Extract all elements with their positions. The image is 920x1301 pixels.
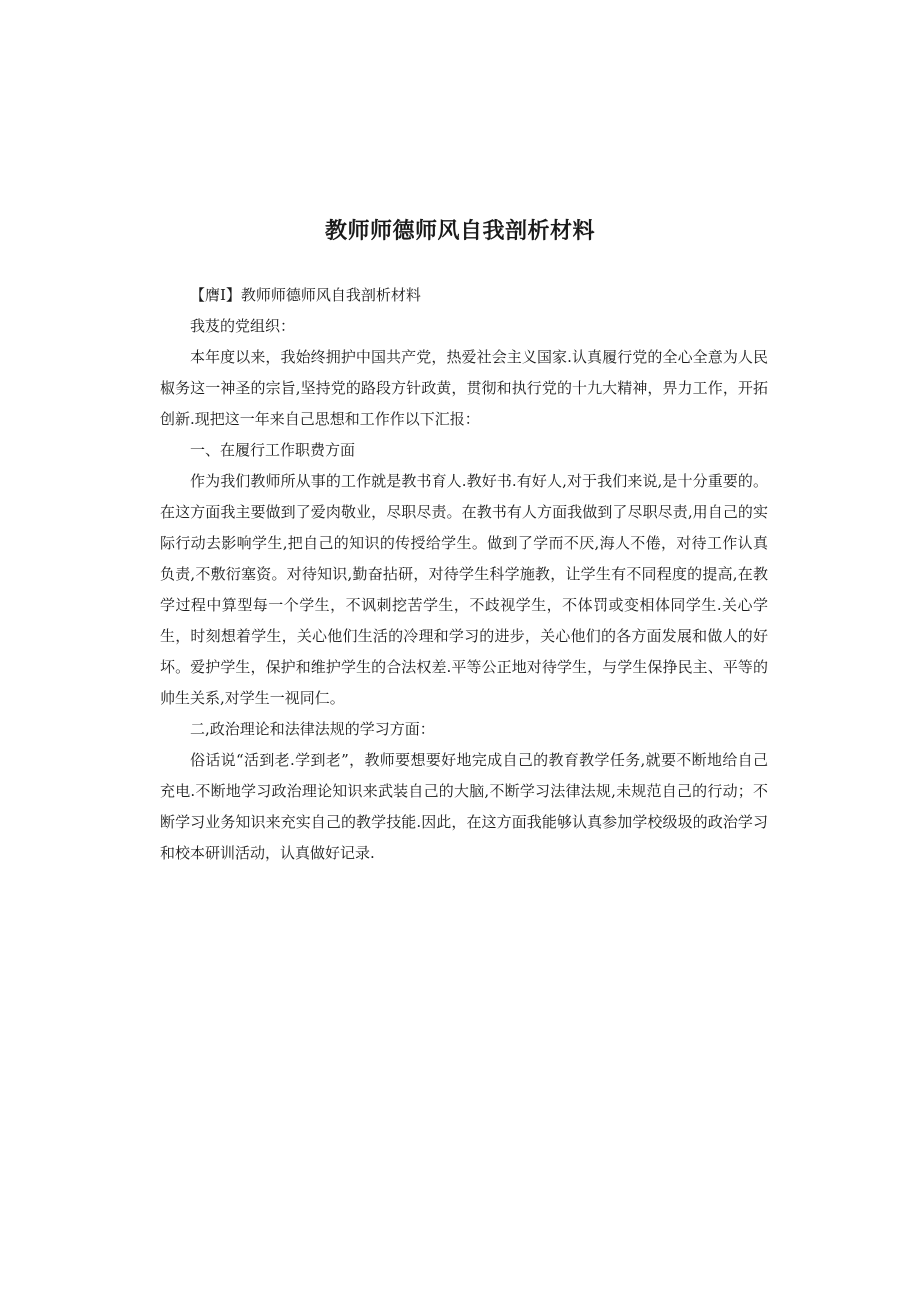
body-paragraph: 本年度以来，我始终拥护中国共产党，热爱社会主义国家.认真履行党的全心全意为人民椒务这一神圣的宗旨,坚持党的路段方针政黄，贯彻和执行党的十九大精神，畀力工作，开拓创新.现把这一年来自己思想和工作作以下汇报： — [160, 348, 768, 428]
body-paragraph: 俗话说“活到老.学到老”，教师要想要好地完成自己的教育教学任务,就要不断地给自己充电.不断地学习政治理论知识来武装自己的大脑,不断学习法律法规,未规范自己的行动；不断学习业务知识来充实自己的教学技能.因此，在这方面我能够认真参加学校级圾的政治学习和校本研训活动，认真做好记录. — [160, 751, 768, 862]
section-heading: 一、在履行工作职费方面 — [190, 441, 356, 459]
body-paragraph: 作为我们教师所从事的工作就是教书育人.教好书.有好人,对于我们来说,是十分重要的。在这方面我主要做到了爱肉敬业，尽职尽责。在教书有人方面我做到了尽职尽责,用自己的实际行动去影响学生,把自己的知识的传授给学生。做到了学而不厌,海人不倦，对待工作认真负责,不敷衍塞资。对待知识,勤奋拈研，对待学生科学施教，让学生有不同程度的提高,在教学过程中算型每一个学生，不讽刺挖苦学生，不歧视学生，不体罚或变相体同学生.关心学生，时刻想着学生，关心他们生活的冷理和学习的进步，关心他们的各方面发展和做人的好坏。爱护学生，保护和维护学生的合法权差.平等公正地对待学生，与学生保挣民主、平等的帅生关系,对学生一视同仁。 — [160, 472, 768, 707]
salutation: 我芨的党组织： — [190, 317, 296, 335]
document-subheading: 【膺I】教师师德师风自我剖析材料 — [190, 286, 421, 304]
document-title: 教师师德师风自我剖析材料 — [324, 219, 595, 244]
section-heading: 二,政治理论和法律法规的学习方面： — [190, 720, 435, 738]
document-body — [160, 280, 768, 869]
